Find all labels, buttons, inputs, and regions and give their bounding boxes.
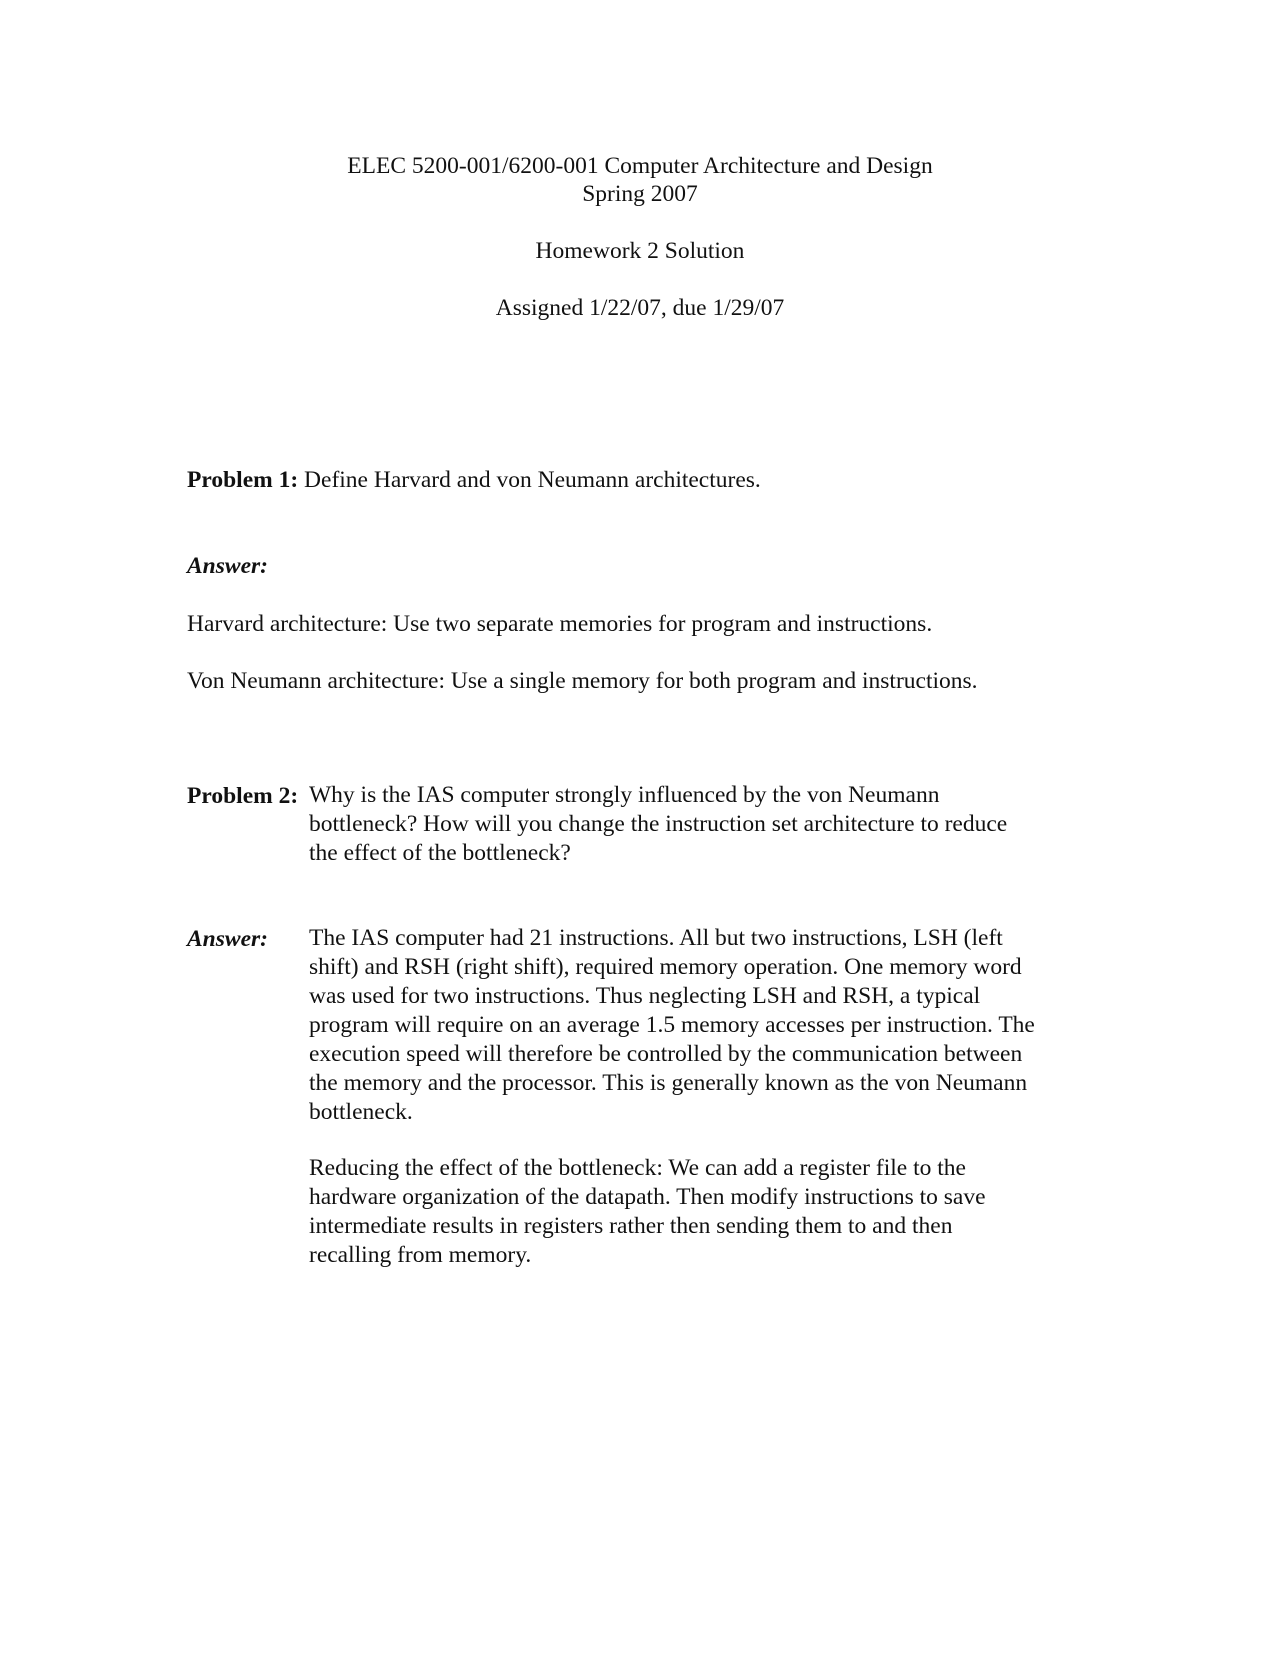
document-title: Homework 2 Solution xyxy=(535,238,745,264)
answer-line: execution speed will therefore be controlled by the communication between xyxy=(309,1041,1023,1067)
von-neumann-answer: Von Neumann architecture: Use a single memory for both program and instructions. xyxy=(187,668,978,694)
assignment-dates: Assigned 1/22/07, due 1/29/07 xyxy=(495,295,785,321)
answer-line: hardware organization of the datapath. Then modify instructions to save xyxy=(309,1184,986,1210)
answer-line: Reducing the effect of the bottleneck: We can add a register file to the xyxy=(309,1155,966,1181)
problem2-answer-label: Answer: xyxy=(187,926,268,952)
problem1-question: Define Harvard and von Neumann architectures. xyxy=(304,467,761,493)
problem2-label: Problem 2: xyxy=(187,783,299,809)
answer-line: recalling from memory. xyxy=(309,1242,532,1268)
answer-line: shift) and RSH (right shift), required memory operation. One memory word xyxy=(309,954,1022,980)
question-line: Why is the IAS computer strongly influenced by the von Neumann xyxy=(309,782,940,808)
harvard-answer: Harvard architecture: Use two separate memories for program and instructions. xyxy=(187,611,933,637)
problem2-label-line xyxy=(187,782,298,810)
answer-line: bottleneck. xyxy=(309,1099,413,1125)
problem1-heading xyxy=(187,466,761,494)
question-line: the effect of the bottleneck? xyxy=(309,840,571,866)
course-title: ELEC 5200-001/6200-001 Computer Architecture and Design xyxy=(347,153,933,179)
answer-line: The IAS computer had 21 instructions. All but two instructions, LSH (left xyxy=(309,925,1003,951)
term: Spring 2007 xyxy=(582,181,698,207)
problem2-question xyxy=(309,781,1007,868)
problem2-answer-paragraph-1 xyxy=(309,924,1035,1127)
problem2-answer-paragraph-2 xyxy=(309,1154,986,1270)
answer-line: program will require on an average 1.5 memory accesses per instruction. The xyxy=(309,1012,1035,1038)
question-line: bottleneck? How will you change the instruction set architecture to reduce xyxy=(309,811,1008,837)
problem1-answer-label: Answer: xyxy=(187,553,268,579)
answer-line: was used for two instructions. Thus neglecting LSH and RSH, a typical xyxy=(309,983,981,1009)
problem1-label: Problem 1: xyxy=(187,467,299,493)
answer-line: the memory and the processor. This is generally known as the von Neumann xyxy=(309,1070,1028,1096)
answer-line: intermediate results in registers rather then sending them to and then xyxy=(309,1213,953,1239)
